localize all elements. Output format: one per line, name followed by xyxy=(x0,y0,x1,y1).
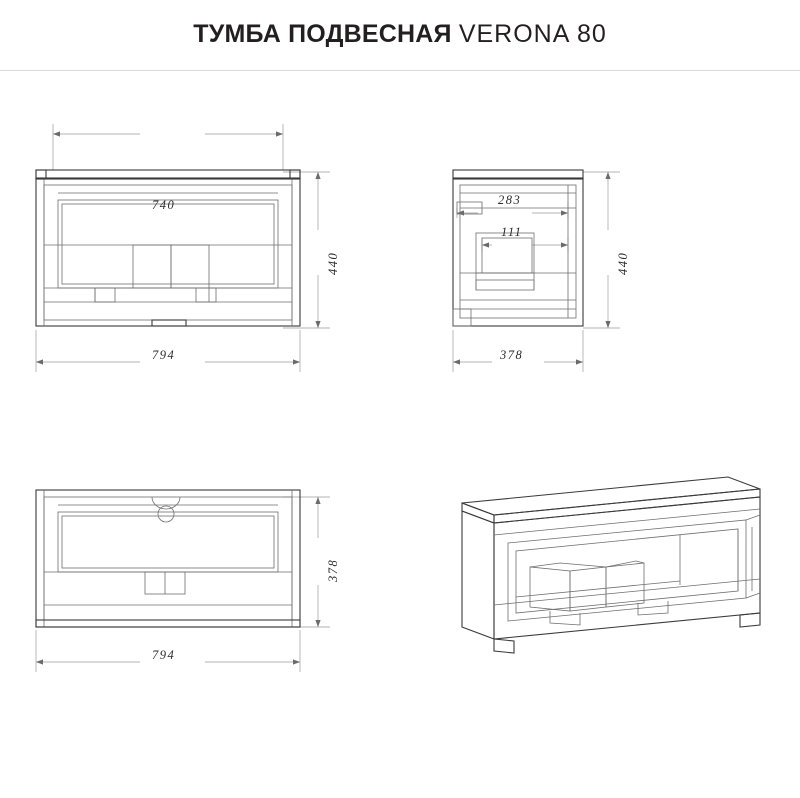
isometric-view-drawing xyxy=(430,455,780,695)
side-outer-depth-label: 378 xyxy=(500,348,524,362)
page-title-bold: ТУМБА ПОДВЕСНАЯ xyxy=(193,20,452,48)
isometric-view xyxy=(430,455,780,695)
front-view-drawing xyxy=(0,90,360,390)
side-view-drawing xyxy=(420,90,740,390)
side-inner-small-label: 111 xyxy=(501,225,523,239)
front-view xyxy=(0,90,360,390)
page-title-light: VERONA 80 xyxy=(458,20,607,48)
front-inner-width-label: 740 xyxy=(152,198,176,212)
page-title xyxy=(0,20,800,49)
side-inner-depth-label: 283 xyxy=(498,193,522,207)
top-depth-label: 378 xyxy=(326,558,340,582)
page-header xyxy=(0,0,800,71)
front-height-label: 440 xyxy=(326,251,340,275)
top-width-label: 794 xyxy=(152,648,176,662)
top-view-drawing xyxy=(0,460,360,700)
side-view xyxy=(420,90,740,390)
front-outer-width-label: 794 xyxy=(152,348,176,362)
top-view xyxy=(0,460,360,700)
side-height-label: 440 xyxy=(616,251,630,275)
